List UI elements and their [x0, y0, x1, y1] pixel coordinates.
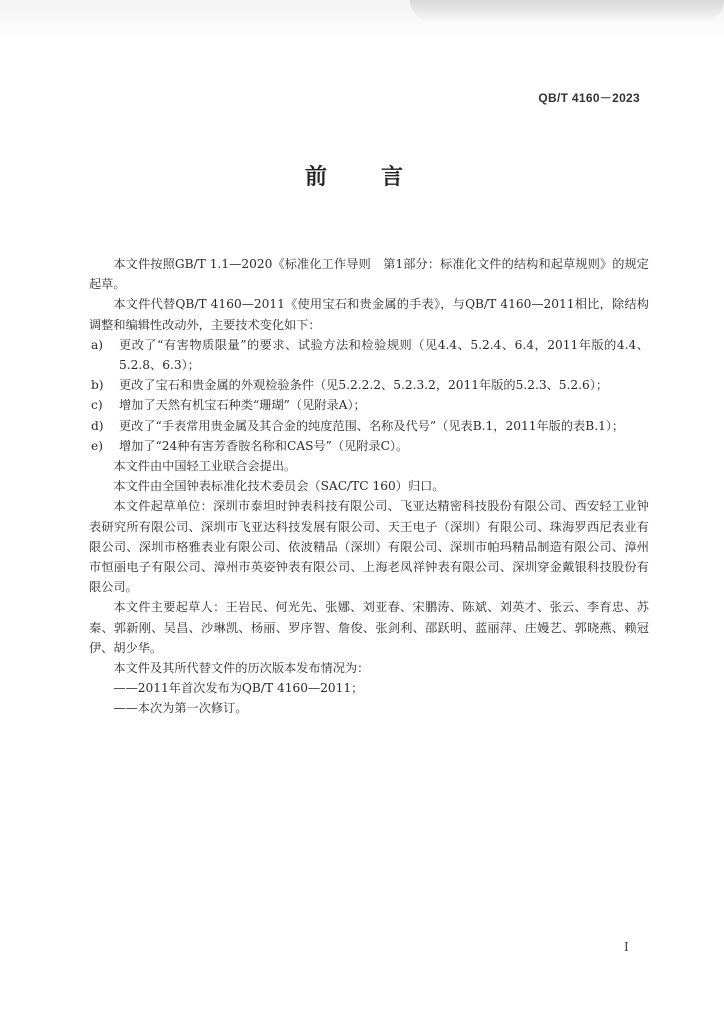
paragraph-history-intro: 本文件及其所代替文件的历次版本发布情况为： — [113, 661, 370, 676]
list-item-label: b) — [91, 378, 104, 393]
list-item-label: c) — [91, 398, 103, 413]
scan-shadow — [410, 0, 724, 22]
list-item — [89, 416, 649, 436]
list-item — [89, 375, 649, 395]
paragraph-drafting-units: 本文件起草单位：深圳市泰坦时钟表科技有限公司、飞亚达精密科技股份有限公司、西安轻工业钟表研究所有限公司、深圳市飞亚达科技发展有限公司、天王电子（深圳）有限公司、珠海罗西尼表业有限公司、深圳市格雅表业有限公司、依波精品（深圳）有限公司、深圳市帕玛精品制造有限公司、漳州市恒丽电子有限公司、漳州市英姿钟表有限公司、上海老凤祥钟表有限公司、深圳穿金戴银科技股份有限公司。 — [89, 499, 649, 595]
paragraph-committee: 本文件由全国钟表标准化技术委员会（SAC/TC 160）归口。 — [113, 479, 445, 494]
paragraph-history-current: ——本次为第一次修订。 — [113, 701, 248, 716]
list-item-text: 增加了天然有机宝石种类“珊瑚”（见附录A）； — [119, 398, 366, 413]
paragraph-replacement: 本文件代替QB/T 4160—2011《使用宝石和贵金属的手表》，与QB/T 4160—2011相比，除结构调整和编辑性改动外，主要技术变化如下： — [89, 297, 649, 332]
document-body — [89, 254, 649, 719]
page-title: 前 言 — [304, 165, 419, 190]
paragraph-proposer: 本文件由中国轻工业联合会提出。 — [113, 459, 297, 474]
document-code: QB/T 4160－2023 — [538, 91, 640, 105]
paragraph-history-2011: ——2011年首次发布为QB/T 4160—2011； — [113, 681, 364, 696]
list-item-text: 更改了宝石和贵金属的外观检验条件（见5.2.2.2、5.2.3.2，2011年版的5.2.3、5.2.6）； — [119, 378, 609, 393]
paragraph-drafters: 本文件主要起草人：王岩民、何光先、张娜、刘亚春、宋鹏涛、陈斌、刘英才、张云、李育忠、苏秦、郭新刚、吴昌、沙琳凯、杨丽、罗序智、詹俊、张剑利、邵跃明、蓝丽萍、庄嫚艺、郭晓燕、赖冠伊、胡少华。 — [89, 600, 649, 655]
list-item — [89, 335, 649, 375]
list-item-text: 更改了“手表常用贵金属及其合金的纯度范围、名称及代号”（见表B.1，2011年版的表B.1）； — [119, 418, 625, 433]
list-item-text: 增加了“24种有害芳香胺名称和CAS号”（见附录C）。 — [119, 438, 409, 453]
paragraph-drafting-rules: 本文件按照GB/T 1.1—2020《标准化工作导则 第1部分：标准化文件的结构和起草规则》的规定起草。 — [89, 257, 649, 292]
list-item-text: 更改了“有害物质限量”的要求、试验方法和检验规则（见4.4、5.2.4、6.4，2011年版的4.4、5.2.8、6.3）； — [119, 337, 649, 373]
list-item-label: a) — [91, 337, 104, 352]
list-item — [89, 436, 649, 456]
list-item — [89, 395, 649, 415]
list-item-label: d) — [91, 418, 104, 433]
list-item-label: e) — [91, 438, 103, 453]
page-number: I — [624, 940, 629, 954]
